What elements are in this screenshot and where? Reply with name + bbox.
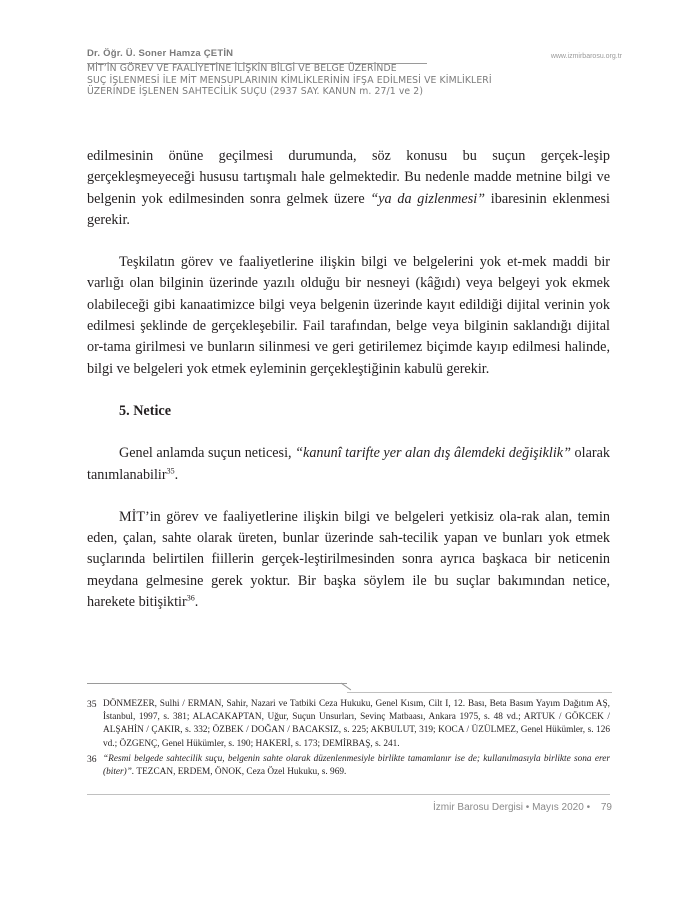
section-heading: 5. Netice — [119, 402, 171, 419]
paragraph: edilmesinin önüne geçilmesi durumunda, söz konusu bu suçun gerçek-leşip gerçekleşmeyeceği hususu tartışmalı hale gelmektedir. Bu nedenle madde metnine bilgi ve belgenin yok edilmesinden sonra gelmek üzere “ya da gizlenmesi” ibaresinin eklenmesi gerekir. — [87, 148, 610, 228]
header-divider — [87, 63, 427, 64]
footnote-divider-extension — [347, 692, 612, 693]
running-title-line: ÜZERİNDE İŞLENEN SAHTECİLİK SUÇU (2937 SAY. KANUN m. 27/1 ve 2) — [87, 86, 424, 98]
footnote-ref[interactable]: 35 — [166, 465, 175, 475]
footer-divider — [87, 794, 610, 795]
footnote-divider — [87, 683, 347, 684]
footnote-text: DÖNMEZER, Sulhi / ERMAN, Sahir, Nazari ve Tatbiki Ceza Hukuku, Genel Kısım, Cilt I, 12. Bası, Beta Basım Yayım Dağıtım AŞ, İstanbul, 1997, s. 381; ALACAKAPTAN, Uğur, Suçun Unsurları, Sevinç Matbaası, Ankara 1975, s. 48 vd.; ARTUK / GÖKCEK / ALŞAHİN / ÇAKIR, s. 332; ÖZBEK / DOĞAN / BACAKSIZ, s. 225; AKBULUT, 319; KOCA / ÜZÜLMEZ, Genel Hükümler, s. 126 vd.; ÖZGENÇ, Genel Hükümler, s. 190; HAKERİ, s. 173; DEMİRBAŞ, s. 241. — [103, 699, 610, 749]
quoted-phrase: “ya da gizlenmesi” — [370, 190, 486, 207]
footnote-number: 35 — [87, 699, 97, 710]
author-name: Dr. Öğr. Ü. Soner Hamza ÇETİN — [87, 48, 234, 59]
running-title — [87, 63, 622, 98]
footnote — [87, 698, 610, 751]
site-url: www.izmirbarosu.org.tr — [550, 53, 622, 60]
separator-dot: • — [525, 802, 530, 813]
footnote — [87, 753, 610, 779]
running-title-line: SUÇ İŞLENMESİ İLE MİT MENSUPLARININ KİMLİKLERİNİN İFŞA EDİLMESİ VE KİMLİKLERİ — [87, 74, 492, 86]
footnotes — [87, 698, 610, 781]
footnote-ref[interactable]: 36 — [186, 593, 195, 603]
page-number: 79 — [600, 802, 612, 813]
page-footer — [433, 802, 612, 813]
paragraph: Teşkilatın görev ve faaliyetlerine ilişkin bilgi ve belgelerini yok et-mek maddi bir varlığı olan bilginin üzerinde yazılı olduğu bir nesneyi (kâğıdı) veya belgeyi yok ekmek olabileceği gibi kanaatimizce bilgi veya belgenin üzerinde kayıt edildiği dijital verinin yok edilmesi şeklinde de gerçekleşebilir. Fail tarafından, belge veya bilginin saklandığı dijital or-tama girilmesi ve bunların silinmesi ve geri getirilemez biçimde kayıp edilmesi halinde, bilgi ve belgeleri yok etmek eyleminin gerçekleştiğinin kabulü gerekir. — [87, 254, 610, 377]
footnote-number: 36 — [87, 753, 97, 765]
paragraph: MİT’in görev ve faaliyetlerine ilişkin bilgi ve belgeleri yetkisiz ola-rak alan, temin eden, çalan, sahte olarak üreten, bunlar üzerinde sah-tecilik yapan ve bunları yok etmek suçlarında belirtilen fiillerin gerçek-leştirilmesinden sonra ayrıca başkaca bir neticenin meydana gelmesine gerek yoktur. Bir başka söylem ile bu suçlar bakımından netice, harekete bitişiktir$^{36}$. — [87, 508, 610, 611]
page-header — [87, 48, 622, 98]
journal-name: İzmir Barosu Dergisi — [432, 802, 524, 813]
running-title-line: MİT’İN GÖREV VE FAALİYETİNE İLİŞKİN BİLGİ VE BELGE ÜZERİNDE — [87, 63, 397, 74]
main-text — [87, 146, 610, 613]
separator-dot: • — [586, 802, 591, 813]
footnote-text: “Resmi belgede sahtecilik suçu, belgenin sahte olarak düzenlenmesiyle birlikte tamamlanır ise de; kullanılmasıyla birlikte sona erer (biter)”. TEZCAN, ERDEM, ÖNOK, Ceza Özel Hukuku, s. 969. — [103, 753, 610, 778]
issue-date: Mayıs 2020 — [532, 802, 584, 813]
quoted-phrase: “kanunî tarifte yer alan dış âlemdeki değişiklik” — [295, 445, 571, 462]
paragraph: Genel anlamda suçun neticesi, “kanunî tarifte yer alan dış âlemdeki değişiklik” olarak tanımlanabilir$^{35}$. — [87, 445, 610, 483]
